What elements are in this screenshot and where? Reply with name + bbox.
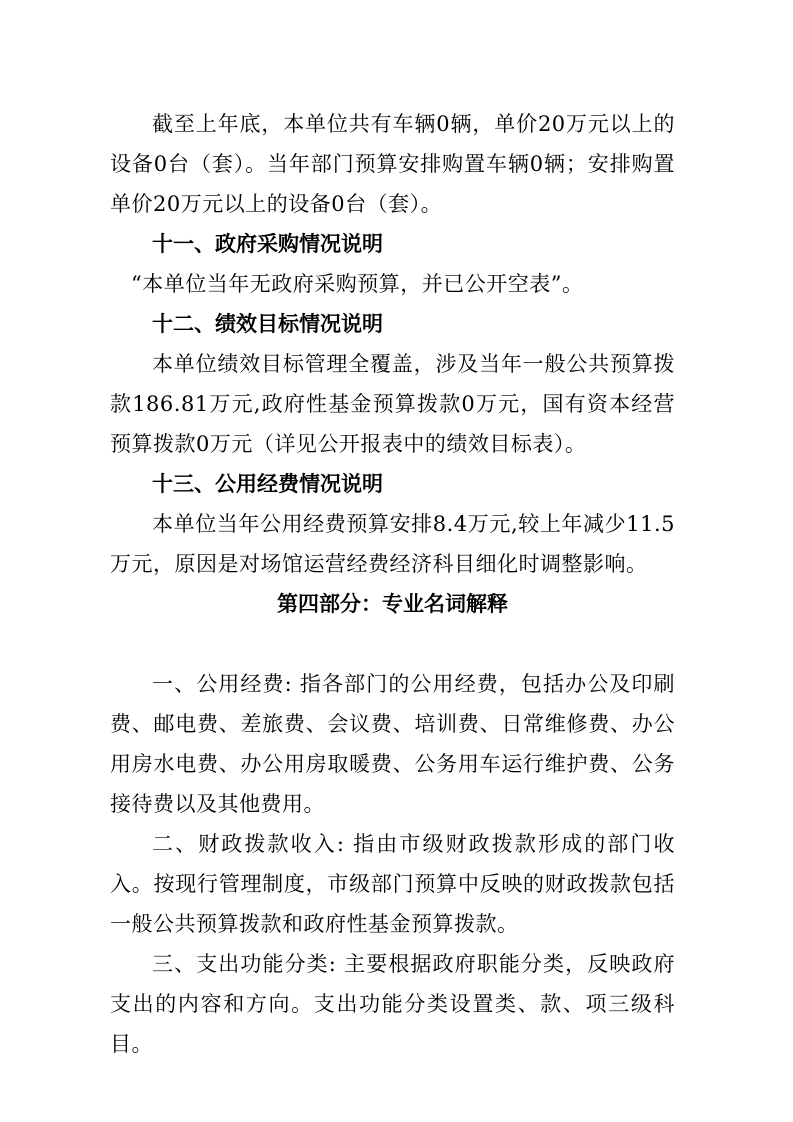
part-4-title: 第四部分：专业名词解释: [277, 592, 508, 616]
section-12-paragraph: 本单位绩效目标管理全覆盖，涉及当年一般公共预算拨款186.81万元,政府性基金预算拨款0万元，国有资本经营预算拨款0万元（详见公开报表中的绩效目标表）。: [110, 352, 675, 456]
term-expenditure-classification: 三、支出功能分类: 主要根据政府职能分类，反映政府支出的内容和方向。支出功能分类设置类、款、项三级科目。: [110, 952, 675, 1056]
vehicles-paragraph: 截至上年底，本单位共有车辆0辆，单价20万元以上的设备0台（套）。当年部门预算安排购置车辆0辆；安排购置单价20万元以上的设备0台（套）。: [110, 112, 675, 216]
section-12-heading: 十二、绩效目标情况说明: [152, 312, 383, 336]
section-13-heading: 十三、公用经费情况说明: [152, 472, 383, 496]
section-11-heading: 十一、政府采购情况说明: [152, 232, 383, 256]
section-13-paragraph: 本单位当年公用经费预算安排8.4万元,较上年减少11.5万元，原因是对场馆运营经费经济科目细化时调整影响。: [110, 512, 675, 576]
section-11-paragraph: “本单位当年无政府采购预算，并已公开空表”。: [131, 272, 584, 296]
term-fiscal-allocation: 二、财政拨款收入: 指由市级财政拨款形成的部门收入。按现行管理制度，市级部门预算中反映的财政拨款包括一般公共预算拨款和政府性基金预算拨款。: [110, 832, 675, 936]
term-public-expenses: 一、公用经费: 指各部门的公用经费，包括办公及印刷费、邮电费、差旅费、会议费、培训费、日常维修费、办公用房水电费、办公用房取暖费、公务用车运行维护费、公务接待费以及其他费用。: [110, 672, 675, 816]
